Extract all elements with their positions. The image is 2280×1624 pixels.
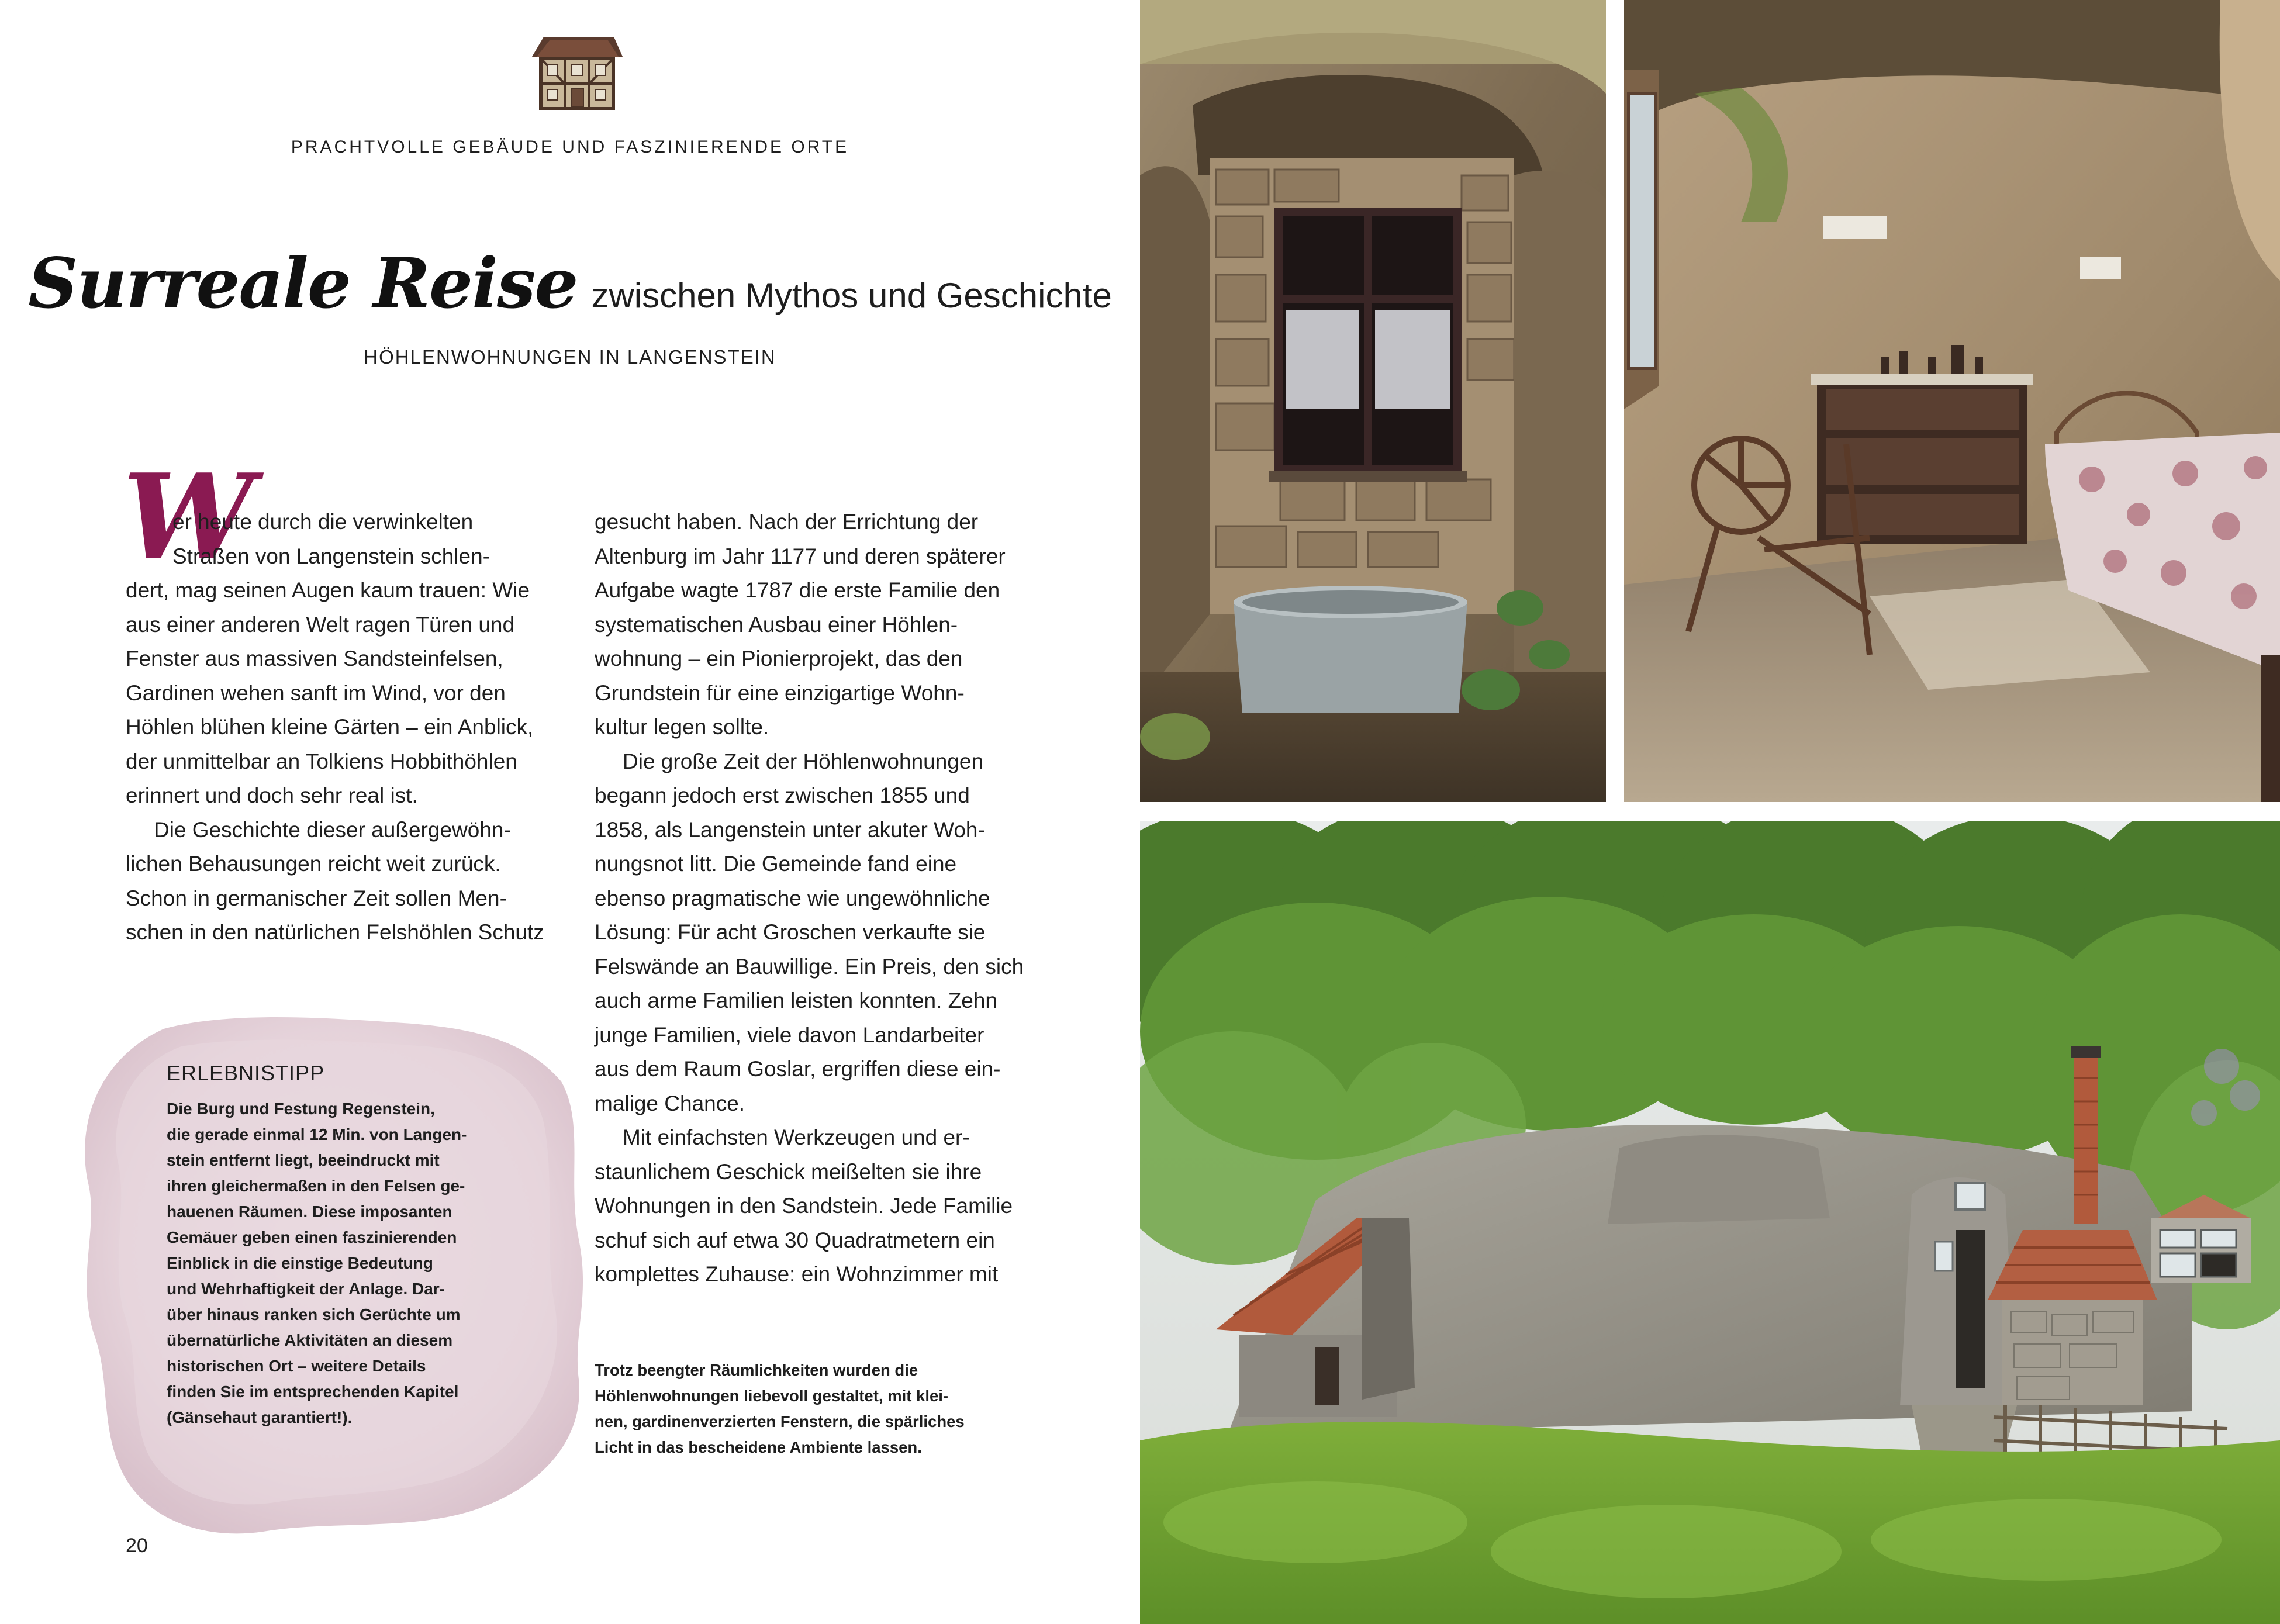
cave-dwelling-exterior-photo: [1140, 821, 2280, 1624]
tip-line: Einblick in die einstige Bedeutung: [167, 1254, 433, 1272]
tip-line: Gemäuer geben einen faszinierenden: [167, 1228, 457, 1246]
body-line: Aufgabe wagte 1787 die erste Familie den: [595, 578, 1000, 602]
body-line: Höhlen blühen kleine Gärten – ein Anblick,: [126, 715, 534, 739]
page-subtitle: HÖHLENWOHNUNGEN IN LANGENSTEIN: [364, 346, 776, 368]
caption-line: Höhlenwohnungen liebevoll gestaltet, mit klei-: [595, 1387, 949, 1405]
body-line: Schon in germanischer Zeit sollen Men-: [126, 886, 507, 910]
body-line: Wohnungen in den Sandstein. Jede Familie: [595, 1194, 1013, 1218]
cave-window-photo: [1140, 0, 1606, 802]
body-line: erinnert und doch sehr real ist.: [126, 783, 418, 807]
body-line: Felswände an Bauwillige. Ein Preis, den sich: [595, 954, 1024, 979]
body-line: kultur legen sollte.: [595, 715, 769, 739]
body-line: Lösung: Für acht Groschen verkaufte sie: [595, 920, 986, 944]
caption-line: nen, gardinenverzierten Fenstern, die spärliches: [595, 1412, 965, 1430]
body-line: dert, mag seinen Augen kaum trauen: Wie: [126, 578, 530, 602]
body-line: auch arme Familien leisten konnten. Zehn: [595, 989, 997, 1013]
tip-text: [167, 1096, 529, 1430]
body-column-1: [126, 505, 570, 950]
tip-line: die gerade einmal 12 Min. von Langen-: [167, 1125, 467, 1143]
body-line: lichen Behausungen reicht weit zurück.: [126, 852, 501, 876]
half-timbered-house-icon: [526, 32, 626, 114]
body-column-2: [595, 505, 1039, 1292]
body-line: gesucht haben. Nach der Errichtung der: [595, 510, 979, 534]
body-line: systematischen Ausbau einer Höhlen-: [595, 612, 958, 637]
body-line: Altenburg im Jahr 1177 und deren späterer: [595, 544, 1006, 568]
body-line: Mit einfachsten Werkzeugen und er-: [623, 1125, 970, 1149]
body-line: Gardinen wehen sanft im Wind, vor den: [126, 680, 506, 705]
body-line: wohnung – ein Pionierprojekt, das den: [595, 647, 963, 671]
body-line: Fenster aus massiven Sandsteinfelsen,: [126, 647, 503, 671]
body-line: der unmittelbar an Tolkiens Hobbithöhlen: [126, 749, 517, 773]
body-line: staunlichem Geschick meißelten sie ihre: [595, 1159, 982, 1184]
tip-line: und Wehrhaftigkeit der Anlage. Dar-: [167, 1280, 445, 1298]
body-line: Die große Zeit der Höhlenwohnungen: [623, 749, 984, 773]
body-line: Grundstein für eine einzigartige Wohn-: [595, 680, 965, 705]
tip-line: (Gänsehaut garantiert!).: [167, 1408, 353, 1426]
tip-line: historischen Ort – weitere Details: [167, 1357, 426, 1375]
caption-line: Trotz beengter Räumlichkeiten wurden die: [595, 1361, 918, 1379]
body-line: 1858, als Langenstein unter akuter Woh-: [595, 817, 985, 842]
body-line: junge Familien, viele davon Landarbeiter: [595, 1022, 984, 1047]
stone-window-with-washtub-icon: [1140, 0, 1606, 802]
tip-line: über hinaus ranken sich Gerüchte um: [167, 1305, 461, 1324]
body-line: Die Geschichte dieser außergewöhn-: [154, 817, 511, 842]
tip-line: hauenen Räumen. Diese imposanten: [167, 1203, 452, 1221]
body-line: komplettes Zuhause: ein Wohnzimmer mit: [595, 1262, 999, 1286]
page-title: [0, 243, 1140, 324]
title-script: Surreale Reise: [28, 243, 578, 324]
body-line: begann jedoch erst zwischen 1855 und: [595, 783, 970, 807]
drop-cap: W: [123, 448, 254, 586]
body-line: aus dem Raum Goslar, ergriffen diese ein-: [595, 1057, 1001, 1081]
tip-line: stein entfernt liegt, beeindruckt mit: [167, 1151, 440, 1169]
tip-title: ERLEBNISTIPP: [167, 1061, 325, 1085]
cave-interior-photo: [1624, 0, 2280, 802]
body-line: ebenso pragmatische wie ungewöhnliche: [595, 886, 990, 910]
cave-houses-with-tiled-roofs-and-chimney-icon: [1140, 821, 2280, 1624]
caption-line: Licht in das bescheidene Ambiente lassen.: [595, 1438, 922, 1456]
interior-spinning-wheel-dresser-table-icon: [1624, 0, 2280, 802]
photo-caption: [595, 1357, 1015, 1460]
tip-line: finden Sie im entsprechenden Kapitel: [167, 1383, 459, 1401]
tip-line: Die Burg und Festung Regenstein,: [167, 1100, 435, 1118]
section-header: PRACHTVOLLE GEBÄUDE UND FASZINIERENDE ORTE: [291, 137, 849, 157]
body-line: malige Chance.: [595, 1091, 745, 1115]
tip-line: übernatürliche Aktivitäten an diesem: [167, 1331, 453, 1349]
body-line: er heute durch die verwinkelten: [172, 510, 474, 534]
body-line: aus einer anderen Welt ragen Türen und: [126, 612, 515, 637]
tip-line: ihren gleichermaßen in den Felsen ge-: [167, 1177, 465, 1195]
body-line: schen in den natürlichen Felshöhlen Schutz: [126, 920, 544, 944]
body-line: Straßen von Langenstein schlen-: [172, 544, 490, 568]
body-line: schuf sich auf etwa 30 Quadratmetern ein: [595, 1228, 995, 1252]
title-rest: zwischen Mythos und Geschichte: [591, 276, 1112, 315]
page-number: 20: [126, 1535, 148, 1557]
body-line: nungsnot litt. Die Gemeinde fand eine: [595, 852, 957, 876]
